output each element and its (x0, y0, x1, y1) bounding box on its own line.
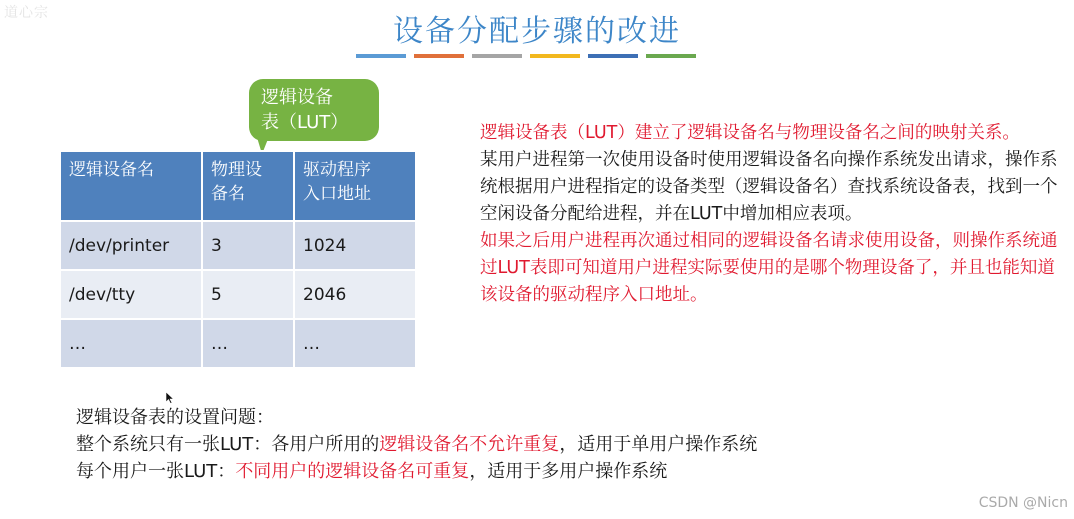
mouse-pointer-icon (166, 392, 174, 404)
color-bar-segment-5 (646, 54, 696, 58)
lut-callout-bubble (249, 79, 379, 141)
table-row (60, 319, 416, 368)
callout-line-1: 逻辑设备 (261, 87, 333, 108)
header-logical-device-name: 逻辑设备名 (60, 151, 202, 221)
table-row (60, 270, 416, 319)
table-cell: … (60, 319, 202, 368)
highlight-no-duplicates: 逻辑设备名不允许重复 (379, 434, 560, 455)
color-bar-segment-0 (356, 54, 406, 58)
table-cell: 3 (202, 221, 294, 270)
lut-setup-notes (76, 404, 757, 485)
highlight-duplicates-allowed: 不同用户的逻辑设备名可重复 (235, 461, 470, 482)
description-paragraph-2: 某用户进程第一次使用设备时使用逻辑设备名向操作系统发出请求，操作系统根据用户进程指定的设备类型（逻辑设备名）查找系统设备表，找到一个空闲设备分配给进程，并在LUT中增加相应表项。 (480, 150, 1058, 224)
logical-device-table (59, 150, 417, 369)
table-cell: 1024 (294, 221, 416, 270)
notes-heading: 逻辑设备表的设置问题： (76, 407, 274, 428)
table-cell: 2046 (294, 270, 416, 319)
table-cell: … (294, 319, 416, 368)
csdn-watermark: CSDN @Nicn (978, 495, 1068, 511)
table-row (60, 221, 416, 270)
lut-description (480, 120, 1060, 309)
description-paragraph-1: 逻辑设备表（LUT）建立了逻辑设备名与物理设备名之间的映射关系。 (480, 123, 1020, 143)
slide-title: 设备分配步骤的改进 (393, 14, 681, 49)
table-cell: /dev/tty (60, 270, 202, 319)
table-cell: /dev/printer (60, 221, 202, 270)
title-color-bar (356, 54, 696, 58)
notes-line-multi-user: 每个用户一张LUT：不同用户的逻辑设备名可重复，适用于多用户操作系统 (76, 461, 668, 482)
notes-line-single-user: 整个系统只有一张LUT：各用户所用的逻辑设备名不允许重复，适用于单用户操作系统 (76, 434, 758, 455)
description-paragraph-3: 如果之后用户进程再次通过相同的逻辑设备名请求使用设备，则操作系统通过LUT表即可知道用户进程实际要使用的是哪个物理设备了，并且也能知道该设备的驱动程序入口地址。 (480, 231, 1058, 305)
header-driver-entry-address: 驱动程序 入口地址 (294, 151, 416, 221)
table-cell: … (202, 319, 294, 368)
header-physical-device-name: 物理设 备名 (202, 151, 294, 221)
color-bar-segment-1 (414, 54, 464, 58)
callout-line-2: 表（LUT） (261, 112, 349, 133)
table-cell: 5 (202, 270, 294, 319)
color-bar-segment-3 (530, 54, 580, 58)
top-left-watermark: 道心宗 (4, 5, 49, 21)
color-bar-segment-2 (472, 54, 522, 58)
table-header-row (60, 151, 416, 221)
color-bar-segment-4 (588, 54, 638, 58)
